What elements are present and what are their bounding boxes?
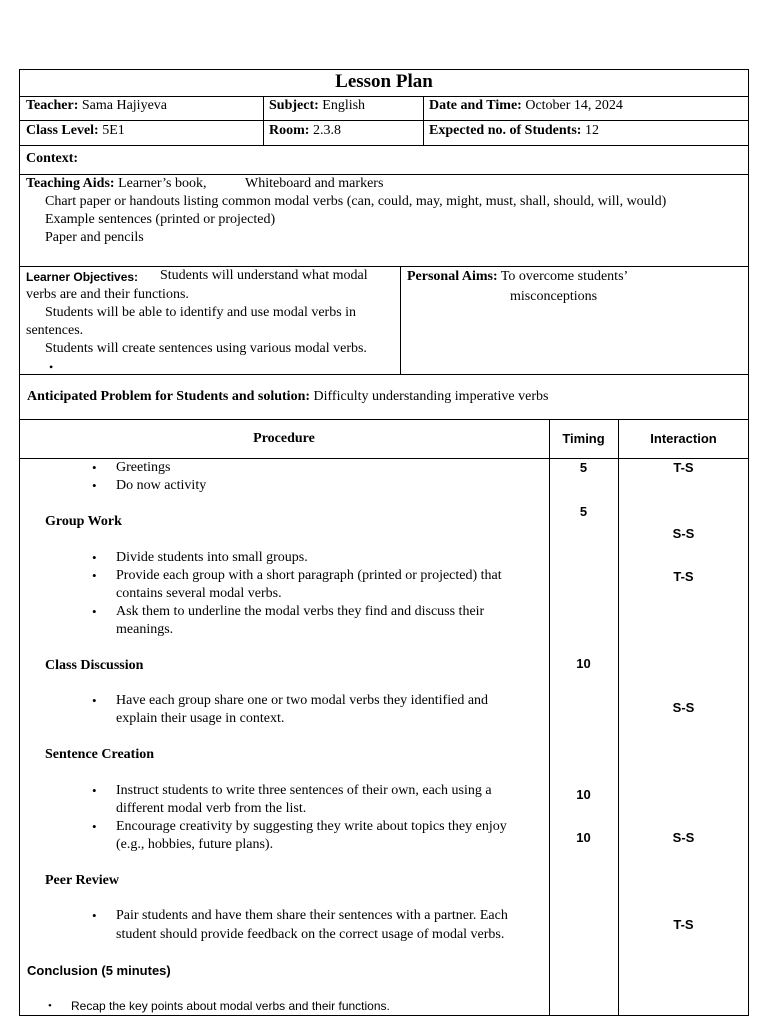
objective-text: sentences. [26,323,84,338]
divider [400,266,401,374]
teaching-aids-line1: Teaching Aids: Learner’s book, [26,176,207,191]
teaching-aids-item: Chart paper or handouts listing common modal verbs (can, could, may, might, must, shall, should, will, would) [45,194,667,209]
interaction-value: S-S [672,700,695,715]
teacher-field: Teacher: Sama Hajiyeva [26,98,167,113]
anticipated-problem: Anticipated Problem for Students and solution: Difficulty understanding imperative verbs [27,389,549,404]
divider [263,96,264,145]
timing-value: 5 [579,504,588,519]
list-item: explain their usage in context. [116,711,285,726]
bullet: • [92,604,97,619]
timing-value: 5 [579,460,588,475]
room-field: Room: 2.3.8 [269,123,341,138]
interaction-header: Interaction [650,431,717,446]
bullet: • [92,568,97,583]
bullet: • [92,693,97,708]
bullet: • [92,819,97,834]
subject-field: Subject: English [269,98,366,113]
page-title: Lesson Plan [335,71,433,92]
objective-text: Students will understand what modal [160,268,368,283]
students-field: Expected no. of Students: 12 [429,123,599,138]
interaction-value: S-S [672,526,695,541]
section-title: Conclusion (5 minutes) [27,963,171,978]
list-item: Do now activity [116,478,207,493]
section-title: Class Discussion [45,658,144,673]
personal-aims-line2: misconceptions [510,289,598,304]
divider [19,419,749,420]
list-item: (e.g., hobbies, future plans). [116,837,274,852]
timing-value: 10 [576,656,591,671]
bullet: • [48,1000,52,1012]
objective-text: verbs are and their functions. [26,287,189,302]
objective-text: Students will create sentences using various modal verbs. [45,341,367,356]
list-item: Encourage creativity by suggesting they write about topics they enjoy [116,819,507,834]
list-item: contains several modal verbs. [116,586,282,601]
personal-aims-line1: Personal Aims: To overcome students’ [407,269,629,284]
bullet: • [92,460,97,475]
empty-bullet: • [49,360,54,374]
interaction-value: S-S [672,830,695,845]
section-title: Peer Review [45,873,119,888]
list-item: Ask them to underline the modal verbs they find and discuss their [116,604,485,619]
interaction-value: T-S [673,569,694,584]
list-item: Greetings [116,460,171,475]
divider [19,120,749,121]
class-level-field: Class Level: 5E1 [26,123,125,138]
list-item: Recap the key points about modal verbs and their functions. [71,999,390,1013]
timing-value: 10 [576,787,591,802]
interaction-value: T-S [673,917,694,932]
list-item: Instruct students to write three sentences of their own, each using a [116,783,492,798]
section-title: Group Work [45,514,122,529]
list-item: Divide students into small groups. [116,550,308,565]
list-item: student should provide feedback on the correct usage of modal verbs. [116,927,505,942]
timing-value: 10 [576,830,591,845]
objectives-label: Learner Objectives: [26,270,139,284]
context-label: Context: [26,151,79,166]
divider [19,266,749,267]
divider [19,145,749,146]
teaching-aids-item: Whiteboard and markers [245,176,384,191]
list-item: Provide each group with a short paragraph (printed or projected) that [116,568,502,583]
bullet: • [92,478,97,493]
divider [19,374,749,375]
list-item: different modal verb from the list. [116,801,307,816]
section-title: Sentence Creation [45,747,154,762]
bullet: • [92,550,97,565]
date-field: Date and Time: October 14, 2024 [429,98,623,113]
teaching-aids-item: Paper and pencils [45,230,144,245]
procedure-header: Procedure [253,431,315,446]
objective-text: Students will be able to identify and use modal verbs in [45,305,357,320]
list-item: meanings. [116,622,174,637]
list-item: Have each group share one or two modal verbs they identified and [116,693,489,708]
interaction-value: T-S [673,460,694,475]
bullet: • [92,783,97,798]
teaching-aids-item: Example sentences (printed or projected) [45,212,276,227]
timing-header: Timing [562,431,605,446]
list-item: Pair students and have them share their sentences with a partner. Each [116,908,508,923]
divider [423,96,424,145]
bullet: • [92,908,97,923]
